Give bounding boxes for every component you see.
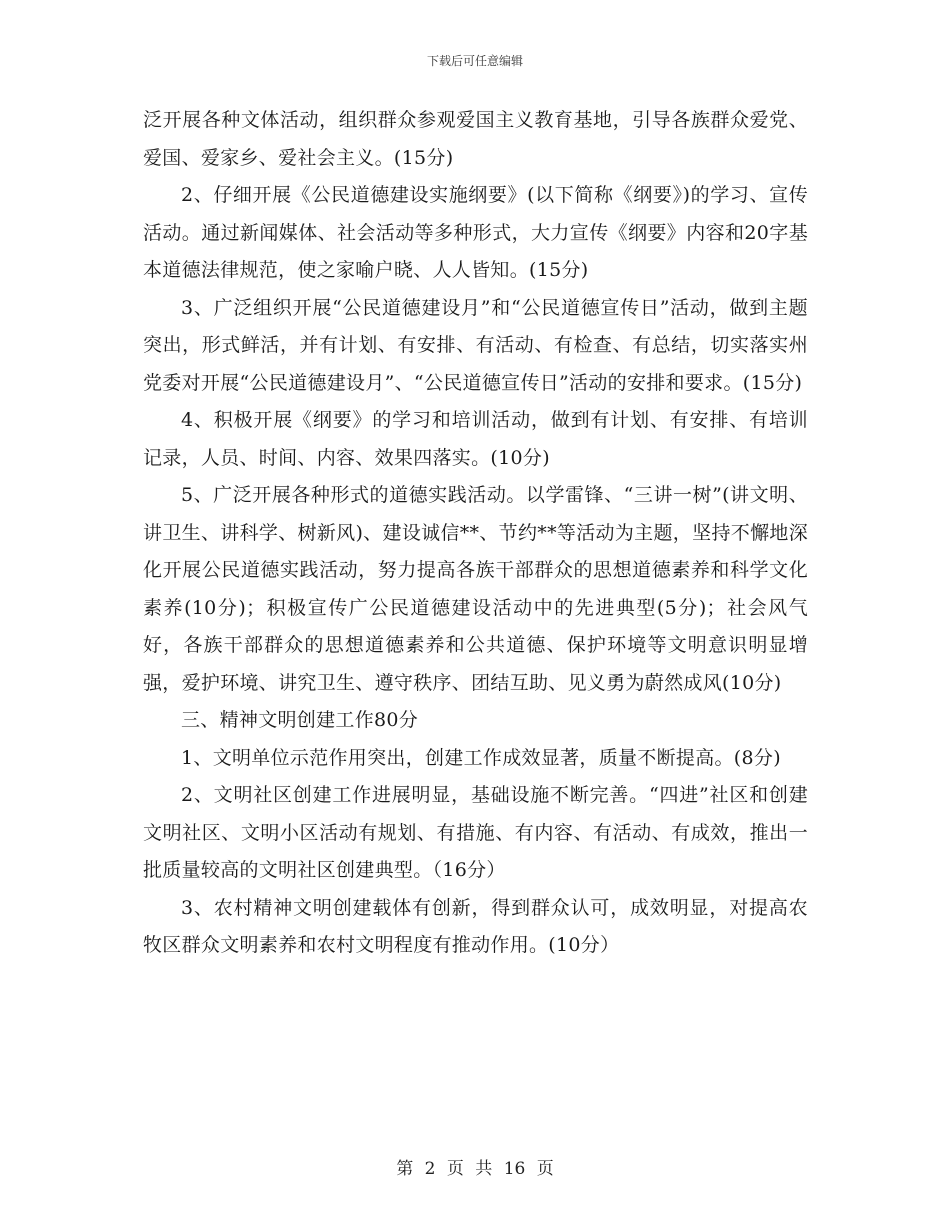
page-header: 下载后可任意编辑	[426, 54, 523, 68]
paragraph: 3、广泛组织开展“公民道德建设月”和“公民道德宣传日”活动，做到主题突出，形式鲜活，并有计划、有安排、有活动、有检查、有总结，切实落实州党委对开展“公民道德建设月”、“公民道德宣传日”活动的安排和要求。(15分)	[143, 296, 808, 394]
paragraph: 1、文明单位示范作用突出，创建工作成效显著，质量不断提高。(8分)	[181, 746, 781, 769]
paragraph: 2、仔细开展《公民道德建设实施纲要》(以下简称《纲要》)的学习、宣传活动。通过新闻媒体、社会活动等多种形式，大力宣传《纲要》内容和20字基本道德法律规范，使之家喻户晓、人人皆知。(15分)	[143, 184, 808, 281]
paragraph: 3、农村精神文明创建载体有创新，得到群众认可，成效明显，对提高农牧区群众文明素养和农村文明程度有推动作用。(10分）	[143, 896, 808, 956]
paragraph: 2、文明社区创建工作进展明显，基础设施不断完善。“四进”社区和创建文明社区、文明小区活动有规划、有措施、有内容、有活动、有成效，推出一批质量较高的文明社区创建典型。（16分）	[143, 784, 808, 881]
paragraph: 4、积极开展《纲要》的学习和培训活动，做到有计划、有安排、有培训记录，人员、时间、内容、效果四落实。(10分)	[143, 409, 808, 469]
paragraph: 5、广泛开展各种形式的道德实践活动。以学雷锋、“三讲一树”(讲文明、讲卫生、讲科学、树新风)、建设诚信**、节约**等活动为主题，坚持不懈地深化开展公民道德实践活动，努力提高各族干部群众的思想道德素养和科学文化素养(10分)；积极宣传广公民道德建设活动中的先进典型(5分)；社会风气好，各族干部群众的思想道德素养和公共道德、保护环境等文明意识明显增强，爱护环境、讲究卫生、遵守秩序、团结互助、见义勇为蔚然成风(10分)	[143, 484, 808, 694]
document-body	[143, 102, 808, 965]
section-heading: 三、精神文明创建工作80分	[181, 709, 419, 731]
paragraph: 泛开展各种文体活动，组织群众参观爱国主义教育基地，引导各族群众爱党、爱国、爱家乡、爱社会主义。(15分)	[143, 109, 808, 169]
page-number: 第 2 页 共 16 页	[396, 1159, 554, 1179]
